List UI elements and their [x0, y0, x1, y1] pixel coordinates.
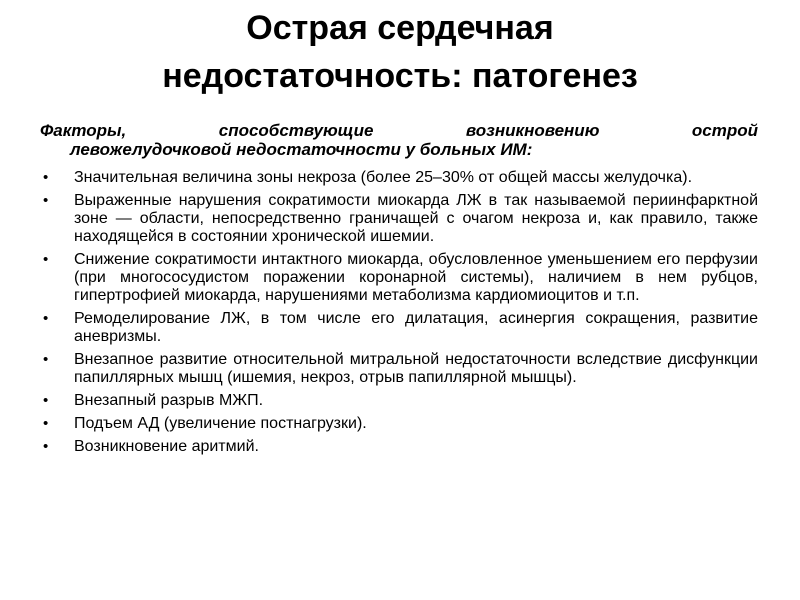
- intro-heading: [40, 121, 758, 159]
- slide-title-line-1: Острая сердечная: [246, 9, 554, 47]
- slide-title: [40, 4, 760, 100]
- bullet-icon: •: [43, 310, 49, 327]
- bullet-icon: •: [43, 392, 49, 409]
- intro-line-2: левожелудочковой недостаточности у больных ИМ:: [70, 140, 533, 159]
- bullet-icon: •: [43, 169, 49, 186]
- list-item-text: Внезапное развитие относительной митральной недостаточности вследствие дисфункции папиллярных мышц (ишемия, некроз, отрыв папиллярной мышцы).: [74, 351, 758, 386]
- list-item-text: Внезапный разрыв МЖП.: [74, 392, 264, 409]
- list-item: [40, 192, 758, 246]
- list-item-text: Ремоделирование ЛЖ, в том числе его дилатация, асинергия сокращения, развитие аневризмы.: [74, 310, 758, 345]
- list-item: [40, 351, 758, 387]
- bullet-icon: •: [43, 251, 49, 268]
- list-item-text: Выраженные нарушения сократимости миокарда ЛЖ в так называемой периинфарктной зоне — области, непосредственно граничащей с очагом некроза и, как правило, также находящейся в состоянии хронической ишемии.: [74, 192, 758, 245]
- bullet-icon: •: [43, 438, 49, 455]
- list-item-text: Подъем АД (увеличение постнагрузки).: [74, 415, 367, 432]
- list-item: [40, 438, 758, 456]
- list-item: [40, 251, 758, 305]
- list-item: [40, 415, 758, 433]
- list-item: [40, 392, 758, 410]
- list-item-text: Снижение сократимости интактного миокарда, обусловленное уменьшением его перфузии (при многососудистом поражении коронарной системы), наличием в нем рубцов, гипертрофией миокарда, нарушениями метаболизма кардиомиоцитов и т.п.: [74, 251, 758, 304]
- intro-line-1: Факторы, способствующие возникновению острой: [40, 121, 758, 140]
- bullet-icon: •: [43, 351, 49, 368]
- list-item-text: Возникновение аритмий.: [74, 438, 259, 455]
- bullet-icon: •: [43, 415, 49, 432]
- bullet-icon: •: [43, 192, 49, 209]
- list-item-text: Значительная величина зоны некроза (более 25–30% от общей массы желудочка).: [74, 169, 693, 186]
- list-item: [40, 310, 758, 346]
- factors-list: [40, 169, 758, 456]
- list-item: [40, 169, 758, 187]
- slide-title-line-2: недостаточность: патогенез: [162, 57, 638, 95]
- slide-content: [40, 121, 758, 461]
